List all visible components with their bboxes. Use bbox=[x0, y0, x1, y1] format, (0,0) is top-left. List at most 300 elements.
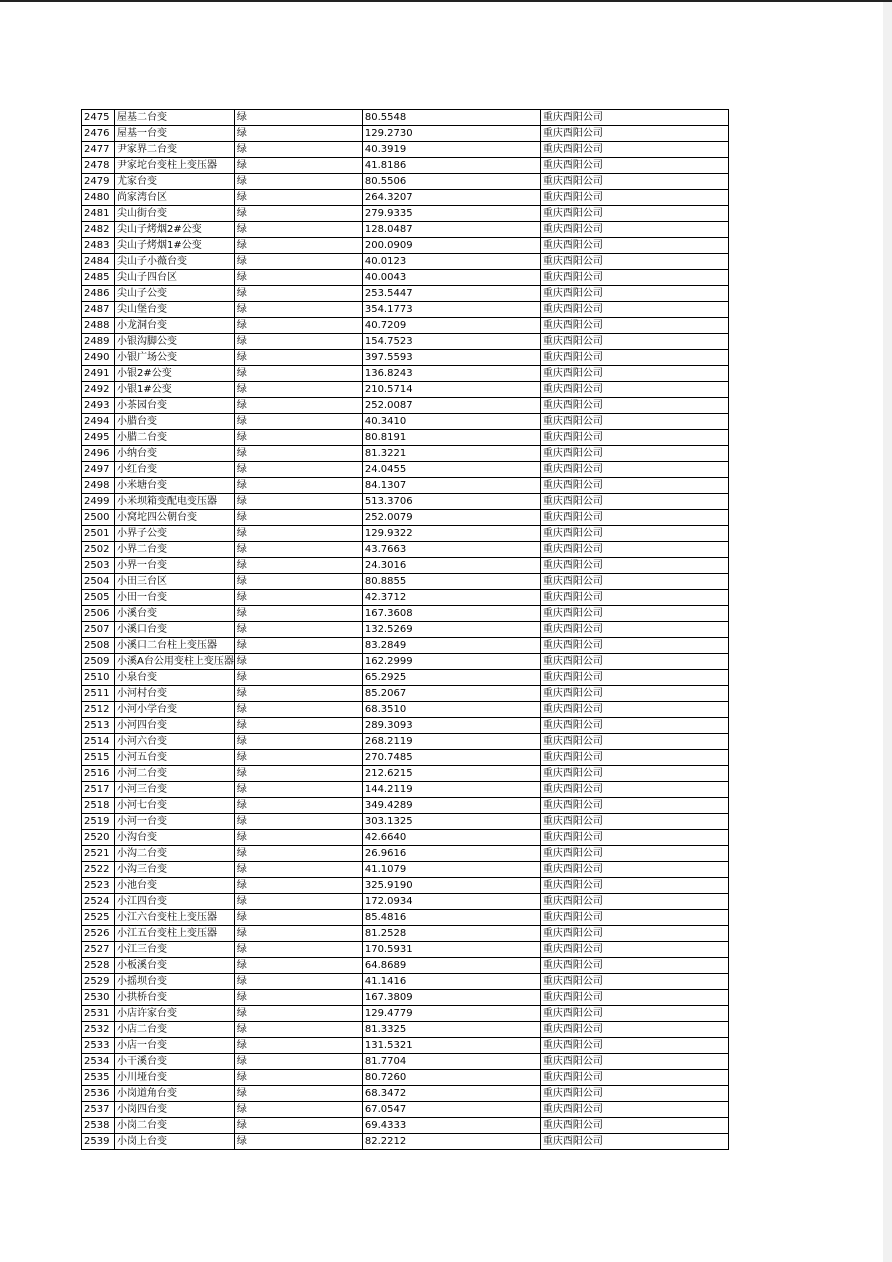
row-number-cell: 2487 bbox=[82, 302, 115, 318]
table-row bbox=[82, 974, 729, 990]
status-color-cell: 绿 bbox=[234, 878, 362, 894]
value-cell: 81.3325 bbox=[362, 1022, 540, 1038]
value-cell: 325.9190 bbox=[362, 878, 540, 894]
station-name-cell: 小米坝箱变配电变压器 bbox=[115, 494, 235, 510]
station-name-cell: 小纳台变 bbox=[115, 446, 235, 462]
value-cell: 136.8243 bbox=[362, 366, 540, 382]
station-name-cell: 小田三台区 bbox=[115, 574, 235, 590]
status-color-cell: 绿 bbox=[234, 270, 362, 286]
status-color-cell: 绿 bbox=[234, 302, 362, 318]
table-row bbox=[82, 414, 729, 430]
station-name-cell: 小岗二台变 bbox=[115, 1118, 235, 1134]
station-name-cell: 小龙洞台变 bbox=[115, 318, 235, 334]
row-number-cell: 2502 bbox=[82, 542, 115, 558]
table-row bbox=[82, 654, 729, 670]
row-number-cell: 2523 bbox=[82, 878, 115, 894]
row-number-cell: 2517 bbox=[82, 782, 115, 798]
value-cell: 129.9322 bbox=[362, 526, 540, 542]
value-cell: 80.5506 bbox=[362, 174, 540, 190]
station-name-cell: 尹家坨台变柱上变压器 bbox=[115, 158, 235, 174]
station-name-cell: 小界子公变 bbox=[115, 526, 235, 542]
company-cell: 重庆酉阳公司 bbox=[540, 910, 728, 926]
company-cell: 重庆酉阳公司 bbox=[540, 414, 728, 430]
company-cell: 重庆酉阳公司 bbox=[540, 254, 728, 270]
row-number-cell: 2511 bbox=[82, 686, 115, 702]
company-cell: 重庆酉阳公司 bbox=[540, 830, 728, 846]
station-name-cell: 小店一台变 bbox=[115, 1038, 235, 1054]
station-name-cell: 小岗上台变 bbox=[115, 1134, 235, 1150]
table-row bbox=[82, 254, 729, 270]
row-number-cell: 2476 bbox=[82, 126, 115, 142]
table-row bbox=[82, 814, 729, 830]
value-cell: 270.7485 bbox=[362, 750, 540, 766]
station-name-cell: 小河一台变 bbox=[115, 814, 235, 830]
row-number-cell: 2485 bbox=[82, 270, 115, 286]
status-color-cell: 绿 bbox=[234, 814, 362, 830]
status-color-cell: 绿 bbox=[234, 734, 362, 750]
row-number-cell: 2489 bbox=[82, 334, 115, 350]
company-cell: 重庆酉阳公司 bbox=[540, 478, 728, 494]
station-name-cell: 小拱桥台变 bbox=[115, 990, 235, 1006]
company-cell: 重庆酉阳公司 bbox=[540, 1038, 728, 1054]
table-row bbox=[82, 1086, 729, 1102]
value-cell: 167.3608 bbox=[362, 606, 540, 622]
table-row bbox=[82, 798, 729, 814]
value-cell: 513.3706 bbox=[362, 494, 540, 510]
station-name-cell: 小干溪台变 bbox=[115, 1054, 235, 1070]
status-color-cell: 绿 bbox=[234, 478, 362, 494]
row-number-cell: 2482 bbox=[82, 222, 115, 238]
station-name-cell: 尤家台变 bbox=[115, 174, 235, 190]
station-name-cell: 小溪口二台柱上变压器 bbox=[115, 638, 235, 654]
value-cell: 129.4779 bbox=[362, 1006, 540, 1022]
status-color-cell: 绿 bbox=[234, 686, 362, 702]
status-color-cell: 绿 bbox=[234, 526, 362, 542]
station-name-cell: 小摇坝台变 bbox=[115, 974, 235, 990]
table-row bbox=[82, 238, 729, 254]
status-color-cell: 绿 bbox=[234, 958, 362, 974]
company-cell: 重庆酉阳公司 bbox=[540, 350, 728, 366]
company-cell: 重庆酉阳公司 bbox=[540, 1054, 728, 1070]
station-name-cell: 尖山子小薇台变 bbox=[115, 254, 235, 270]
value-cell: 80.8191 bbox=[362, 430, 540, 446]
table-row bbox=[82, 334, 729, 350]
station-name-cell: 小米塘台变 bbox=[115, 478, 235, 494]
table-row bbox=[82, 910, 729, 926]
status-color-cell: 绿 bbox=[234, 606, 362, 622]
value-cell: 129.2730 bbox=[362, 126, 540, 142]
row-number-cell: 2529 bbox=[82, 974, 115, 990]
value-cell: 84.1307 bbox=[362, 478, 540, 494]
value-cell: 279.9335 bbox=[362, 206, 540, 222]
station-name-cell: 小池台变 bbox=[115, 878, 235, 894]
station-name-cell: 小界二台变 bbox=[115, 542, 235, 558]
station-name-cell: 尖山堡台变 bbox=[115, 302, 235, 318]
value-cell: 252.0087 bbox=[362, 398, 540, 414]
station-name-cell: 小河村台变 bbox=[115, 686, 235, 702]
table-row bbox=[82, 734, 729, 750]
status-color-cell: 绿 bbox=[234, 334, 362, 350]
company-cell: 重庆酉阳公司 bbox=[540, 766, 728, 782]
row-number-cell: 2532 bbox=[82, 1022, 115, 1038]
company-cell: 重庆酉阳公司 bbox=[540, 270, 728, 286]
row-number-cell: 2513 bbox=[82, 718, 115, 734]
value-cell: 81.7704 bbox=[362, 1054, 540, 1070]
status-color-cell: 绿 bbox=[234, 510, 362, 526]
company-cell: 重庆酉阳公司 bbox=[540, 222, 728, 238]
company-cell: 重庆酉阳公司 bbox=[540, 430, 728, 446]
page-right-edge bbox=[883, 2, 892, 1262]
value-cell: 26.9616 bbox=[362, 846, 540, 862]
value-cell: 41.8186 bbox=[362, 158, 540, 174]
company-cell: 重庆酉阳公司 bbox=[540, 526, 728, 542]
value-cell: 212.6215 bbox=[362, 766, 540, 782]
table-row bbox=[82, 958, 729, 974]
table-row bbox=[82, 686, 729, 702]
value-cell: 170.5931 bbox=[362, 942, 540, 958]
row-number-cell: 2486 bbox=[82, 286, 115, 302]
company-cell: 重庆酉阳公司 bbox=[540, 734, 728, 750]
status-color-cell: 绿 bbox=[234, 174, 362, 190]
station-name-cell: 屋基二台变 bbox=[115, 110, 235, 126]
value-cell: 349.4289 bbox=[362, 798, 540, 814]
value-cell: 67.0547 bbox=[362, 1102, 540, 1118]
company-cell: 重庆酉阳公司 bbox=[540, 1134, 728, 1150]
value-cell: 69.4333 bbox=[362, 1118, 540, 1134]
row-number-cell: 2538 bbox=[82, 1118, 115, 1134]
company-cell: 重庆酉阳公司 bbox=[540, 654, 728, 670]
company-cell: 重庆酉阳公司 bbox=[540, 814, 728, 830]
table-row bbox=[82, 1054, 729, 1070]
status-color-cell: 绿 bbox=[234, 190, 362, 206]
value-cell: 303.1325 bbox=[362, 814, 540, 830]
station-name-cell: 小沟二台变 bbox=[115, 846, 235, 862]
table-row bbox=[82, 126, 729, 142]
company-cell: 重庆酉阳公司 bbox=[540, 926, 728, 942]
table-row bbox=[82, 174, 729, 190]
table-row bbox=[82, 1022, 729, 1038]
table-row bbox=[82, 270, 729, 286]
station-name-cell: 小河五台变 bbox=[115, 750, 235, 766]
table-row bbox=[82, 318, 729, 334]
station-name-cell: 小河七台变 bbox=[115, 798, 235, 814]
company-cell: 重庆酉阳公司 bbox=[540, 110, 728, 126]
value-cell: 64.8689 bbox=[362, 958, 540, 974]
company-cell: 重庆酉阳公司 bbox=[540, 590, 728, 606]
company-cell: 重庆酉阳公司 bbox=[540, 686, 728, 702]
company-cell: 重庆酉阳公司 bbox=[540, 542, 728, 558]
station-name-cell: 小江四台变 bbox=[115, 894, 235, 910]
station-name-cell: 尖山子公变 bbox=[115, 286, 235, 302]
table-row bbox=[82, 862, 729, 878]
status-color-cell: 绿 bbox=[234, 942, 362, 958]
company-cell: 重庆酉阳公司 bbox=[540, 1118, 728, 1134]
status-color-cell: 绿 bbox=[234, 286, 362, 302]
table-row bbox=[82, 222, 729, 238]
row-number-cell: 2480 bbox=[82, 190, 115, 206]
station-name-cell: 小岗道角台变 bbox=[115, 1086, 235, 1102]
status-color-cell: 绿 bbox=[234, 718, 362, 734]
value-cell: 172.0934 bbox=[362, 894, 540, 910]
status-color-cell: 绿 bbox=[234, 430, 362, 446]
value-cell: 81.2528 bbox=[362, 926, 540, 942]
table-row bbox=[82, 750, 729, 766]
row-number-cell: 2496 bbox=[82, 446, 115, 462]
status-color-cell: 绿 bbox=[234, 110, 362, 126]
row-number-cell: 2505 bbox=[82, 590, 115, 606]
row-number-cell: 2509 bbox=[82, 654, 115, 670]
value-cell: 132.5269 bbox=[362, 622, 540, 638]
table-row bbox=[82, 942, 729, 958]
row-number-cell: 2483 bbox=[82, 238, 115, 254]
company-cell: 重庆酉阳公司 bbox=[540, 398, 728, 414]
company-cell: 重庆酉阳公司 bbox=[540, 574, 728, 590]
status-color-cell: 绿 bbox=[234, 1054, 362, 1070]
company-cell: 重庆酉阳公司 bbox=[540, 174, 728, 190]
table-row bbox=[82, 1134, 729, 1150]
row-number-cell: 2528 bbox=[82, 958, 115, 974]
table-row bbox=[82, 702, 729, 718]
value-cell: 24.0455 bbox=[362, 462, 540, 478]
status-color-cell: 绿 bbox=[234, 142, 362, 158]
row-number-cell: 2522 bbox=[82, 862, 115, 878]
status-color-cell: 绿 bbox=[234, 782, 362, 798]
station-name-cell: 小红台变 bbox=[115, 462, 235, 478]
table-row bbox=[82, 846, 729, 862]
company-cell: 重庆酉阳公司 bbox=[540, 510, 728, 526]
station-name-cell: 尖山子四台区 bbox=[115, 270, 235, 286]
table-row bbox=[82, 382, 729, 398]
status-color-cell: 绿 bbox=[234, 926, 362, 942]
row-number-cell: 2477 bbox=[82, 142, 115, 158]
table-row bbox=[82, 366, 729, 382]
row-number-cell: 2512 bbox=[82, 702, 115, 718]
status-color-cell: 绿 bbox=[234, 574, 362, 590]
row-number-cell: 2514 bbox=[82, 734, 115, 750]
station-name-cell: 小川垭台变 bbox=[115, 1070, 235, 1086]
status-color-cell: 绿 bbox=[234, 910, 362, 926]
row-number-cell: 2495 bbox=[82, 430, 115, 446]
status-color-cell: 绿 bbox=[234, 494, 362, 510]
station-name-cell: 小溪A台公用变柱上变压器 bbox=[115, 654, 235, 670]
row-number-cell: 2526 bbox=[82, 926, 115, 942]
row-number-cell: 2493 bbox=[82, 398, 115, 414]
company-cell: 重庆酉阳公司 bbox=[540, 862, 728, 878]
company-cell: 重庆酉阳公司 bbox=[540, 190, 728, 206]
company-cell: 重庆酉阳公司 bbox=[540, 702, 728, 718]
status-color-cell: 绿 bbox=[234, 366, 362, 382]
company-cell: 重庆酉阳公司 bbox=[540, 638, 728, 654]
value-cell: 42.3712 bbox=[362, 590, 540, 606]
status-color-cell: 绿 bbox=[234, 1134, 362, 1150]
value-cell: 397.5593 bbox=[362, 350, 540, 366]
status-color-cell: 绿 bbox=[234, 318, 362, 334]
value-cell: 68.3510 bbox=[362, 702, 540, 718]
company-cell: 重庆酉阳公司 bbox=[540, 606, 728, 622]
row-number-cell: 2498 bbox=[82, 478, 115, 494]
table-row bbox=[82, 558, 729, 574]
station-name-cell: 小江六台变柱上变压器 bbox=[115, 910, 235, 926]
company-cell: 重庆酉阳公司 bbox=[540, 750, 728, 766]
row-number-cell: 2500 bbox=[82, 510, 115, 526]
station-name-cell: 尚家湾台区 bbox=[115, 190, 235, 206]
table-row bbox=[82, 494, 729, 510]
row-number-cell: 2518 bbox=[82, 798, 115, 814]
row-number-cell: 2501 bbox=[82, 526, 115, 542]
status-color-cell: 绿 bbox=[234, 830, 362, 846]
company-cell: 重庆酉阳公司 bbox=[540, 382, 728, 398]
value-cell: 253.5447 bbox=[362, 286, 540, 302]
table-row bbox=[82, 1006, 729, 1022]
value-cell: 80.5548 bbox=[362, 110, 540, 126]
company-cell: 重庆酉阳公司 bbox=[540, 846, 728, 862]
table-row bbox=[82, 782, 729, 798]
company-cell: 重庆酉阳公司 bbox=[540, 718, 728, 734]
status-color-cell: 绿 bbox=[234, 702, 362, 718]
company-cell: 重庆酉阳公司 bbox=[540, 494, 728, 510]
value-cell: 40.3410 bbox=[362, 414, 540, 430]
company-cell: 重庆酉阳公司 bbox=[540, 622, 728, 638]
table-row bbox=[82, 718, 729, 734]
table-row bbox=[82, 190, 729, 206]
status-color-cell: 绿 bbox=[234, 558, 362, 574]
row-number-cell: 2534 bbox=[82, 1054, 115, 1070]
value-cell: 41.1416 bbox=[362, 974, 540, 990]
station-name-cell: 小江三台变 bbox=[115, 942, 235, 958]
table-row bbox=[82, 990, 729, 1006]
data-table bbox=[81, 109, 729, 1150]
value-cell: 289.3093 bbox=[362, 718, 540, 734]
row-number-cell: 2494 bbox=[82, 414, 115, 430]
row-number-cell: 2475 bbox=[82, 110, 115, 126]
station-name-cell: 小茶园台变 bbox=[115, 398, 235, 414]
row-number-cell: 2491 bbox=[82, 366, 115, 382]
company-cell: 重庆酉阳公司 bbox=[540, 206, 728, 222]
table-row bbox=[82, 638, 729, 654]
page-top-border bbox=[0, 0, 892, 2]
table-row bbox=[82, 526, 729, 542]
station-name-cell: 小沟台变 bbox=[115, 830, 235, 846]
value-cell: 154.7523 bbox=[362, 334, 540, 350]
company-cell: 重庆酉阳公司 bbox=[540, 782, 728, 798]
row-number-cell: 2506 bbox=[82, 606, 115, 622]
company-cell: 重庆酉阳公司 bbox=[540, 318, 728, 334]
row-number-cell: 2481 bbox=[82, 206, 115, 222]
row-number-cell: 2488 bbox=[82, 318, 115, 334]
company-cell: 重庆酉阳公司 bbox=[540, 158, 728, 174]
table-row bbox=[82, 286, 729, 302]
status-color-cell: 绿 bbox=[234, 1118, 362, 1134]
status-color-cell: 绿 bbox=[234, 414, 362, 430]
table-row bbox=[82, 206, 729, 222]
value-cell: 162.2999 bbox=[362, 654, 540, 670]
company-cell: 重庆酉阳公司 bbox=[540, 670, 728, 686]
status-color-cell: 绿 bbox=[234, 446, 362, 462]
station-name-cell: 小银2#公变 bbox=[115, 366, 235, 382]
value-cell: 40.7209 bbox=[362, 318, 540, 334]
station-name-cell: 小溪口台变 bbox=[115, 622, 235, 638]
row-number-cell: 2484 bbox=[82, 254, 115, 270]
station-name-cell: 尖山子烤烟1#公变 bbox=[115, 238, 235, 254]
station-name-cell: 小腊二台变 bbox=[115, 430, 235, 446]
table-row bbox=[82, 158, 729, 174]
table-row bbox=[82, 302, 729, 318]
table-row bbox=[82, 1102, 729, 1118]
table-row bbox=[82, 1038, 729, 1054]
value-cell: 43.7663 bbox=[362, 542, 540, 558]
value-cell: 167.3809 bbox=[362, 990, 540, 1006]
table-row bbox=[82, 590, 729, 606]
status-color-cell: 绿 bbox=[234, 206, 362, 222]
company-cell: 重庆酉阳公司 bbox=[540, 894, 728, 910]
company-cell: 重庆酉阳公司 bbox=[540, 334, 728, 350]
row-number-cell: 2520 bbox=[82, 830, 115, 846]
value-cell: 83.2849 bbox=[362, 638, 540, 654]
table-row bbox=[82, 110, 729, 126]
company-cell: 重庆酉阳公司 bbox=[540, 990, 728, 1006]
value-cell: 82.2212 bbox=[362, 1134, 540, 1150]
station-name-cell: 小田一台变 bbox=[115, 590, 235, 606]
company-cell: 重庆酉阳公司 bbox=[540, 1070, 728, 1086]
row-number-cell: 2504 bbox=[82, 574, 115, 590]
value-cell: 81.3221 bbox=[362, 446, 540, 462]
station-name-cell: 小沟三台变 bbox=[115, 862, 235, 878]
value-cell: 68.3472 bbox=[362, 1086, 540, 1102]
table-row bbox=[82, 350, 729, 366]
status-color-cell: 绿 bbox=[234, 798, 362, 814]
status-color-cell: 绿 bbox=[234, 638, 362, 654]
station-name-cell: 小岗四台变 bbox=[115, 1102, 235, 1118]
station-name-cell: 小河六台变 bbox=[115, 734, 235, 750]
station-name-cell: 小河二台变 bbox=[115, 766, 235, 782]
row-number-cell: 2531 bbox=[82, 1006, 115, 1022]
status-color-cell: 绿 bbox=[234, 1070, 362, 1086]
table-row bbox=[82, 142, 729, 158]
company-cell: 重庆酉阳公司 bbox=[540, 446, 728, 462]
table-row bbox=[82, 446, 729, 462]
row-number-cell: 2508 bbox=[82, 638, 115, 654]
table-row bbox=[82, 766, 729, 782]
company-cell: 重庆酉阳公司 bbox=[540, 974, 728, 990]
station-name-cell: 小腊台变 bbox=[115, 414, 235, 430]
station-name-cell: 屋基一台变 bbox=[115, 126, 235, 142]
table-row bbox=[82, 606, 729, 622]
company-cell: 重庆酉阳公司 bbox=[540, 142, 728, 158]
table-row bbox=[82, 878, 729, 894]
value-cell: 268.2119 bbox=[362, 734, 540, 750]
row-number-cell: 2478 bbox=[82, 158, 115, 174]
status-color-cell: 绿 bbox=[234, 750, 362, 766]
value-cell: 354.1773 bbox=[362, 302, 540, 318]
station-name-cell: 小江五台变柱上变压器 bbox=[115, 926, 235, 942]
row-number-cell: 2503 bbox=[82, 558, 115, 574]
status-color-cell: 绿 bbox=[234, 126, 362, 142]
row-number-cell: 2490 bbox=[82, 350, 115, 366]
row-number-cell: 2519 bbox=[82, 814, 115, 830]
status-color-cell: 绿 bbox=[234, 1086, 362, 1102]
status-color-cell: 绿 bbox=[234, 766, 362, 782]
value-cell: 131.5321 bbox=[362, 1038, 540, 1054]
status-color-cell: 绿 bbox=[234, 622, 362, 638]
table-row bbox=[82, 462, 729, 478]
value-cell: 200.0909 bbox=[362, 238, 540, 254]
status-color-cell: 绿 bbox=[234, 590, 362, 606]
station-name-cell: 尖山子烤烟2#公变 bbox=[115, 222, 235, 238]
status-color-cell: 绿 bbox=[234, 862, 362, 878]
status-color-cell: 绿 bbox=[234, 974, 362, 990]
value-cell: 41.1079 bbox=[362, 862, 540, 878]
station-name-cell: 小溪台变 bbox=[115, 606, 235, 622]
